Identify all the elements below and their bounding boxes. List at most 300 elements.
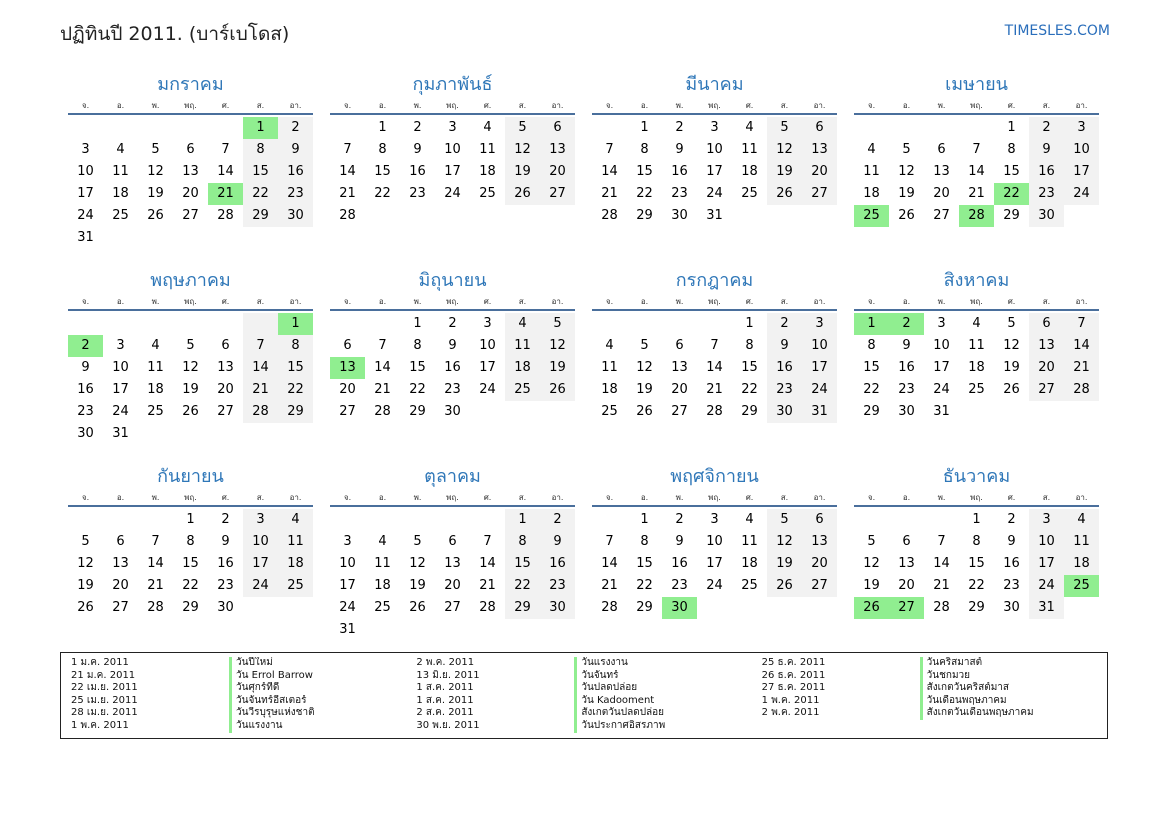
day-cell: 8 — [972, 534, 981, 549]
holiday-day-cell: 2 — [889, 313, 924, 335]
day-cell: 1 — [640, 120, 649, 135]
day-cell: 11 — [505, 335, 540, 357]
day-cell: 24 — [706, 186, 723, 201]
day-cell: 20 — [444, 578, 461, 593]
day-cell: 4 — [278, 509, 313, 531]
weekday-label: พ. — [937, 297, 946, 306]
day-cell: 4 — [151, 338, 160, 353]
day-cell: 3 — [802, 313, 837, 335]
day-cell: 3 — [243, 509, 278, 531]
day-cell: 1 — [745, 316, 754, 331]
day-cell: 11 — [741, 534, 758, 549]
day-cell: 26 — [409, 600, 426, 615]
day-cell: 20 — [802, 161, 837, 183]
day-cell: 10 — [933, 338, 950, 353]
day-cell: 6 — [540, 117, 575, 139]
weekday-label: อา. — [551, 101, 564, 110]
weekday-label: พฤ. — [970, 493, 983, 502]
blank-cell — [627, 313, 662, 335]
day-cell: 29 — [409, 404, 426, 419]
day-cell: 30 — [77, 426, 94, 441]
day-cell: 15 — [243, 161, 278, 183]
day-cell: 8 — [640, 534, 649, 549]
holiday-row — [416, 720, 761, 733]
day-cell: 11 — [479, 142, 496, 157]
day-grid — [592, 313, 837, 423]
day-cell: 3 — [448, 120, 457, 135]
holiday-column — [71, 657, 416, 738]
day-cell: 26 — [147, 208, 164, 223]
day-cell: 15 — [863, 360, 880, 375]
weekday-label: พ. — [413, 493, 422, 502]
weekday-label: อ. — [902, 493, 911, 502]
holiday-row — [416, 707, 761, 720]
day-cell: 28 — [374, 404, 391, 419]
holiday-name: สังเกตวันเดือนพฤษภาคม — [920, 707, 1107, 720]
day-cell: 31 — [802, 401, 837, 423]
day-cell: 20 — [671, 382, 688, 397]
day-cell: 7 — [605, 534, 614, 549]
weekday-label: อา. — [1075, 297, 1088, 306]
weekday-label: ศ. — [1007, 493, 1016, 502]
day-cell: 8 — [505, 531, 540, 553]
day-cell: 9 — [540, 531, 575, 553]
weekday-label: อา. — [289, 297, 302, 306]
day-cell: 8 — [243, 139, 278, 161]
weekday-label: อา. — [551, 297, 564, 306]
weekday-label: พ. — [937, 493, 946, 502]
day-cell: 27 — [444, 600, 461, 615]
weekday-label: ศ. — [745, 297, 754, 306]
day-cell: 21 — [479, 578, 496, 593]
holiday-day-cell: 30 — [662, 597, 697, 619]
weekday-label: อ. — [640, 297, 649, 306]
day-cell: 9 — [278, 139, 313, 161]
blank-cell — [103, 509, 138, 531]
day-cell: 15 — [636, 556, 653, 571]
day-cell: 8 — [413, 338, 422, 353]
holiday-column — [762, 657, 1107, 738]
day-cell: 9 — [902, 338, 911, 353]
day-cell: 27 — [1029, 379, 1064, 401]
day-cell: 5 — [1007, 316, 1016, 331]
weekday-label: อ. — [902, 101, 911, 110]
day-cell: 2 — [767, 313, 802, 335]
weekday-label: พ. — [675, 493, 684, 502]
day-cell: 29 — [278, 401, 313, 423]
day-cell: 12 — [77, 556, 94, 571]
day-cell: 13 — [182, 164, 199, 179]
holiday-day-cell: 22 — [994, 183, 1029, 205]
day-cell: 30 — [898, 404, 915, 419]
blank-cell — [662, 313, 697, 335]
blank-cell — [435, 509, 470, 531]
month-name: สิงหาคม — [943, 270, 1010, 291]
day-cell: 15 — [636, 164, 653, 179]
weekday-label: พ. — [675, 101, 684, 110]
day-cell: 5 — [640, 338, 649, 353]
weekday-label: อา. — [1075, 101, 1088, 110]
day-cell: 23 — [217, 578, 234, 593]
weekday-label: จ. — [81, 297, 90, 306]
day-cell: 23 — [278, 183, 313, 205]
day-cell: 3 — [81, 142, 90, 157]
weekday-label: พฤ. — [446, 101, 459, 110]
day-cell: 22 — [243, 183, 278, 205]
day-cell: 29 — [182, 600, 199, 615]
day-cell: 10 — [479, 338, 496, 353]
day-cell: 16 — [767, 357, 802, 379]
blank-cell — [470, 509, 505, 531]
day-cell: 15 — [374, 164, 391, 179]
day-cell: 15 — [182, 556, 199, 571]
day-cell: 9 — [448, 338, 457, 353]
weekday-label: พ. — [413, 101, 422, 110]
day-cell: 26 — [1003, 382, 1020, 397]
day-cell: 13 — [802, 531, 837, 553]
day-cell: 9 — [675, 142, 684, 157]
day-cell: 25 — [968, 382, 985, 397]
month-calendar — [68, 267, 313, 463]
day-cell: 7 — [378, 338, 387, 353]
day-cell: 22 — [636, 186, 653, 201]
day-cell: 10 — [706, 142, 723, 157]
day-grid — [330, 117, 575, 227]
day-cell: 16 — [217, 556, 234, 571]
blank-cell — [243, 313, 278, 335]
day-grid — [592, 117, 837, 227]
weekday-header — [330, 99, 575, 115]
holiday-row — [762, 695, 1107, 708]
holiday-row — [416, 682, 761, 695]
day-cell: 19 — [1003, 360, 1020, 375]
day-grid — [68, 313, 313, 445]
weekday-label: พ. — [937, 101, 946, 110]
blank-cell — [697, 313, 732, 335]
day-cell: 17 — [112, 382, 129, 397]
holiday-date: 27 ธ.ค. 2011 — [761, 682, 826, 694]
day-cell: 31 — [112, 426, 129, 441]
weekday-label: จ. — [605, 297, 614, 306]
day-cell: 19 — [409, 578, 426, 593]
day-grid — [330, 313, 575, 423]
day-cell: 6 — [116, 534, 125, 549]
day-cell: 22 — [278, 379, 313, 401]
month-calendar — [330, 267, 575, 463]
weekday-label: พ. — [151, 101, 160, 110]
weekday-label: อา. — [813, 493, 826, 502]
day-cell: 11 — [278, 531, 313, 553]
day-cell: 26 — [540, 379, 575, 401]
day-cell: 3 — [116, 338, 125, 353]
day-cell: 18 — [741, 556, 758, 571]
day-cell: 12 — [1003, 338, 1020, 353]
month-calendar — [854, 267, 1099, 463]
blank-cell — [68, 509, 103, 531]
weekday-label: ส. — [1042, 297, 1051, 306]
day-cell: 22 — [374, 186, 391, 201]
day-cell: 24 — [1064, 183, 1099, 205]
day-cell: 21 — [147, 578, 164, 593]
day-cell: 8 — [378, 142, 387, 157]
day-cell: 24 — [1029, 575, 1064, 597]
day-cell: 16 — [278, 161, 313, 183]
day-cell: 31 — [77, 230, 94, 245]
day-cell: 28 — [243, 401, 278, 423]
weekday-label: พฤ. — [446, 493, 459, 502]
day-cell: 8 — [745, 338, 754, 353]
weekday-header — [592, 99, 837, 115]
holiday-date: 21 ม.ค. 2011 — [71, 669, 136, 681]
day-cell: 26 — [77, 600, 94, 615]
weekday-label: ส. — [256, 101, 265, 110]
holiday-row — [71, 720, 416, 733]
day-cell: 29 — [636, 208, 653, 223]
day-cell: 6 — [937, 142, 946, 157]
day-cell: 2 — [675, 512, 684, 527]
day-cell: 5 — [867, 534, 876, 549]
weekday-label: ส. — [780, 101, 789, 110]
day-cell: 12 — [540, 335, 575, 357]
day-cell: 20 — [182, 186, 199, 201]
holiday-row — [416, 670, 761, 683]
day-cell: 3 — [1029, 509, 1064, 531]
weekday-label: จ. — [867, 101, 876, 110]
holiday-day-cell: 25 — [1064, 575, 1099, 597]
day-cell: 27 — [802, 575, 837, 597]
holiday-day-cell: 27 — [889, 597, 924, 619]
day-cell: 22 — [863, 382, 880, 397]
day-cell: 23 — [767, 379, 802, 401]
day-cell: 19 — [636, 382, 653, 397]
day-cell: 2 — [1029, 117, 1064, 139]
weekday-label: พฤ. — [970, 297, 983, 306]
blank-cell — [138, 117, 173, 139]
blank-cell — [592, 509, 627, 531]
day-cell: 10 — [1029, 531, 1064, 553]
day-cell: 16 — [444, 360, 461, 375]
day-cell: 13 — [1029, 335, 1064, 357]
weekday-label: จ. — [343, 297, 352, 306]
day-cell: 2 — [540, 509, 575, 531]
day-cell: 20 — [933, 186, 950, 201]
day-cell: 29 — [243, 205, 278, 227]
blank-cell — [208, 117, 243, 139]
day-cell: 25 — [741, 578, 758, 593]
holiday-name: วันแรงงาน — [229, 720, 416, 733]
weekday-label: พ. — [151, 297, 160, 306]
day-cell: 26 — [182, 404, 199, 419]
page-title: ปฏิทินปี 2011. (บาร์เบโดส) — [60, 23, 290, 45]
day-cell: 30 — [217, 600, 234, 615]
day-grid — [854, 313, 1099, 423]
weekday-label: จ. — [81, 101, 90, 110]
blank-cell — [400, 509, 435, 531]
month-calendar — [854, 463, 1099, 659]
weekday-label: ส. — [1042, 101, 1051, 110]
holiday-name: วันศุกร์ที่ดี — [229, 682, 416, 695]
day-cell: 7 — [972, 142, 981, 157]
site-link[interactable]: TIMESLES.COM — [1004, 23, 1110, 39]
day-cell: 19 — [863, 578, 880, 593]
day-cell: 13 — [444, 556, 461, 571]
day-cell: 18 — [479, 164, 496, 179]
day-cell: 9 — [81, 360, 90, 375]
day-cell: 29 — [741, 404, 758, 419]
day-cell: 17 — [77, 186, 94, 201]
holiday-name: วันจันทร์ — [574, 670, 761, 683]
day-cell: 12 — [767, 139, 802, 161]
blank-cell — [365, 509, 400, 531]
day-grid — [330, 509, 575, 641]
weekday-label: ส. — [780, 493, 789, 502]
holiday-day-cell: 1 — [243, 117, 278, 139]
weekday-label: พฤ. — [708, 493, 721, 502]
day-cell: 6 — [448, 534, 457, 549]
day-cell: 7 — [710, 338, 719, 353]
weekday-label: พ. — [413, 297, 422, 306]
day-cell: 6 — [802, 117, 837, 139]
holiday-date: 22 เม.ย. 2011 — [71, 682, 138, 694]
day-cell: 27 — [112, 600, 129, 615]
day-cell: 14 — [374, 360, 391, 375]
blank-cell — [208, 313, 243, 335]
day-cell: 25 — [374, 600, 391, 615]
day-cell: 15 — [741, 360, 758, 375]
holiday-name: สังเกตวันคริสต์มาส — [920, 682, 1107, 695]
day-cell: 14 — [243, 357, 278, 379]
day-cell: 5 — [540, 313, 575, 335]
holiday-date: 25 เม.ย. 2011 — [71, 694, 138, 706]
day-cell: 27 — [671, 404, 688, 419]
day-cell: 14 — [217, 164, 234, 179]
day-grid — [854, 117, 1099, 227]
weekday-header — [854, 295, 1099, 311]
day-cell: 30 — [767, 401, 802, 423]
day-cell: 24 — [479, 382, 496, 397]
weekday-label: ศ. — [483, 493, 492, 502]
day-cell: 17 — [1064, 161, 1099, 183]
day-cell: 12 — [409, 556, 426, 571]
day-cell: 4 — [605, 338, 614, 353]
day-cell: 4 — [505, 313, 540, 335]
day-cell: 29 — [863, 404, 880, 419]
weekday-label: ส. — [780, 297, 789, 306]
day-cell: 1 — [378, 120, 387, 135]
day-cell: 24 — [444, 186, 461, 201]
day-cell: 18 — [741, 164, 758, 179]
day-cell: 2 — [221, 512, 230, 527]
day-cell: 4 — [483, 120, 492, 135]
day-cell: 15 — [1003, 164, 1020, 179]
day-cell: 4 — [1064, 509, 1099, 531]
day-cell: 4 — [745, 120, 754, 135]
holiday-row — [71, 657, 416, 670]
day-cell: 10 — [444, 142, 461, 157]
holiday-date: 1 ส.ค. 2011 — [416, 682, 474, 694]
weekday-label: จ. — [605, 493, 614, 502]
day-cell: 16 — [898, 360, 915, 375]
day-cell: 23 — [444, 382, 461, 397]
day-cell: 22 — [409, 382, 426, 397]
holiday-row — [71, 707, 416, 720]
day-cell: 7 — [343, 142, 352, 157]
day-cell: 12 — [636, 360, 653, 375]
day-cell: 21 — [374, 382, 391, 397]
weekday-label: อา. — [289, 101, 302, 110]
day-cell: 17 — [1029, 553, 1064, 575]
holiday-name: วันวีรบุรุษแห่งชาติ — [229, 707, 416, 720]
weekday-label: จ. — [343, 493, 352, 502]
holiday-day-cell: 26 — [854, 597, 889, 619]
day-cell: 20 — [217, 382, 234, 397]
day-cell: 8 — [278, 335, 313, 357]
day-cell: 14 — [479, 556, 496, 571]
day-cell: 26 — [505, 183, 540, 205]
day-cell: 24 — [706, 578, 723, 593]
day-cell: 4 — [116, 142, 125, 157]
weekday-label: ศ. — [221, 297, 230, 306]
day-cell: 10 — [77, 164, 94, 179]
day-cell: 2 — [413, 120, 422, 135]
day-cell: 8 — [1007, 142, 1016, 157]
day-cell: 7 — [937, 534, 946, 549]
day-cell: 21 — [968, 186, 985, 201]
day-cell: 31 — [339, 622, 356, 637]
weekday-label: อา. — [289, 493, 302, 502]
holiday-name: วันประกาศอิสรภาพ — [574, 720, 761, 733]
day-cell: 31 — [933, 404, 950, 419]
day-cell: 3 — [343, 534, 352, 549]
day-cell: 12 — [505, 139, 540, 161]
weekday-label: ส. — [518, 101, 527, 110]
blank-cell — [854, 509, 889, 531]
day-cell: 1 — [1007, 120, 1016, 135]
weekday-header — [68, 99, 313, 115]
day-cell: 20 — [112, 578, 129, 593]
day-cell: 21 — [601, 578, 618, 593]
day-cell: 9 — [221, 534, 230, 549]
day-cell: 9 — [413, 142, 422, 157]
weekday-label: อ. — [116, 297, 125, 306]
blank-cell — [68, 117, 103, 139]
day-cell: 5 — [151, 142, 160, 157]
day-cell: 29 — [968, 600, 985, 615]
day-cell: 15 — [409, 360, 426, 375]
day-cell: 11 — [741, 142, 758, 157]
day-cell: 2 — [1007, 512, 1016, 527]
holiday-name: วันปีใหม่ — [229, 657, 416, 670]
holiday-name: วันชกมวย — [920, 670, 1107, 683]
day-cell: 22 — [636, 578, 653, 593]
holiday-date: 2 ส.ค. 2011 — [416, 707, 474, 719]
weekday-label: อ. — [116, 493, 125, 502]
weekday-label: จ. — [867, 297, 876, 306]
blank-cell — [138, 313, 173, 335]
day-cell: 27 — [802, 183, 837, 205]
day-cell: 24 — [112, 404, 129, 419]
weekday-label: อ. — [378, 297, 387, 306]
holiday-name: สังเกตวันปลดปล่อย — [574, 707, 761, 720]
month-calendar — [592, 463, 837, 659]
weekday-label: ศ. — [1007, 297, 1016, 306]
day-cell: 11 — [863, 164, 880, 179]
day-cell: 26 — [636, 404, 653, 419]
day-cell: 25 — [479, 186, 496, 201]
holiday-day-cell: 13 — [330, 357, 365, 379]
blank-cell — [103, 117, 138, 139]
weekday-label: จ. — [605, 101, 614, 110]
